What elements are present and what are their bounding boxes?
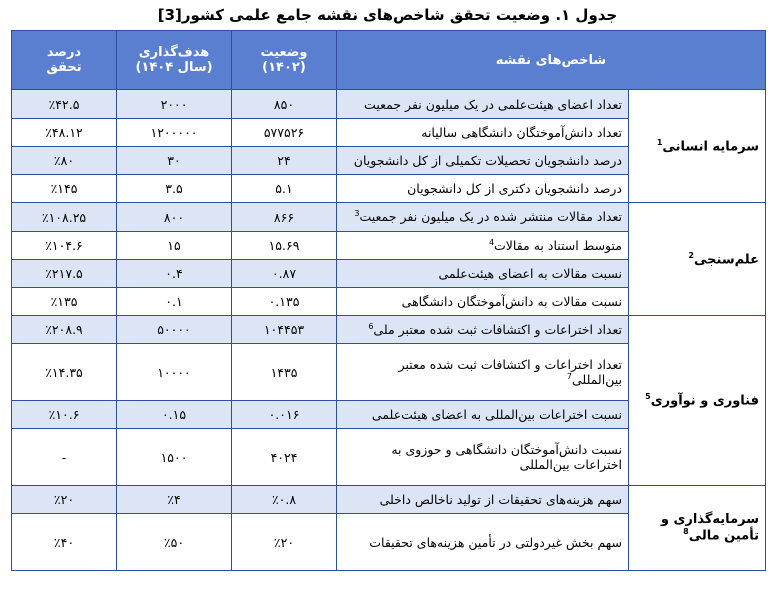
achievement-cell: ٪۸۰ — [12, 147, 117, 175]
category-cell — [629, 203, 766, 316]
indicator-cell — [337, 514, 629, 571]
achievement-cell: ٪۴۸.۱۲ — [12, 119, 117, 147]
table-row — [12, 90, 766, 119]
category-cell — [629, 316, 766, 486]
indicator-cell — [337, 119, 629, 147]
target-cell: ۱۵۰۰ — [117, 429, 232, 486]
achievement-cell: ٪۱۴.۳۵ — [12, 344, 117, 401]
indicator-text: تعداد اختراعات و اکتشافات ثبت شده معتبر ملی — [373, 322, 622, 338]
indicator-cell — [337, 147, 629, 175]
header-status — [232, 31, 337, 90]
table-row — [12, 316, 766, 344]
header-target — [117, 31, 232, 90]
category-name: سرمایه انسانی — [662, 139, 759, 155]
target-cell: ۸۰۰ — [117, 203, 232, 232]
indicator-text: تعداد اختراعات و اکتشافات ثبت شده معتبر بین‌المللی — [398, 356, 622, 388]
header-target-line1: هدف‌گذاری — [138, 45, 210, 60]
target-cell: ٪۴ — [117, 486, 232, 514]
footnote-marker: 4 — [488, 237, 495, 247]
footnote-marker: 6 — [368, 321, 374, 331]
indicator-cell — [337, 344, 629, 401]
target-cell: ۳۰ — [117, 147, 232, 175]
target-cell: ۲۰۰۰ — [117, 90, 232, 119]
indicator-text: نسبت مقالات به اعضای هیئت‌علمی — [438, 266, 622, 281]
indicator-text: درصد دانشجویان دکتری از کل دانشجویان — [407, 181, 622, 196]
footnote-marker: 7 — [566, 371, 573, 381]
indicator-text: تعداد مقالات منتشر شده در یک میلیون نفر جمعیت — [359, 209, 622, 225]
achievement-cell: - — [12, 429, 117, 486]
indicator-cell — [337, 90, 629, 119]
target-cell: ٪۵۰ — [117, 514, 232, 571]
category-name: سرمایه‌گذاری و تأمین مالی — [660, 512, 759, 544]
indicator-cell — [337, 288, 629, 316]
achievement-cell: ٪۲۱۷.۵ — [12, 260, 117, 288]
indicator-text: متوسط استناد به مقالات — [494, 238, 622, 254]
target-cell: ۳.۵ — [117, 175, 232, 203]
indicator-cell — [337, 316, 629, 344]
header-indicators: شاخص‌های نقشه — [337, 31, 766, 90]
footnote-marker: 8 — [683, 527, 689, 537]
target-cell: ۱۲۰۰۰۰۰ — [117, 119, 232, 147]
target-cell: ۵۰۰۰۰ — [117, 316, 232, 344]
header-achievement — [12, 31, 117, 90]
achievement-cell: ٪۱۳۵ — [12, 288, 117, 316]
status-cell: ۱۵.۶۹ — [232, 232, 337, 260]
target-cell: ۰.۱ — [117, 288, 232, 316]
status-cell: ۱۰۴۴۵۳ — [232, 316, 337, 344]
header-status-line2: (۱۴۰۲) — [262, 60, 306, 75]
header-achievement-line1: درصد — [46, 45, 82, 60]
indicator-cell — [337, 175, 629, 203]
status-cell: ۰.۰۱۶ — [232, 401, 337, 429]
header-achievement-line2: تحقق — [46, 60, 82, 75]
table-row — [12, 203, 766, 232]
status-cell: ٪۰.۸ — [232, 486, 337, 514]
status-cell: ۸۶۶ — [232, 203, 337, 232]
status-cell: ٪۲۰ — [232, 514, 337, 571]
table-caption: جدول ۱. وضعیت تحقق شاخص‌های نقشه جامع علمی کشور[3] — [157, 6, 618, 24]
footnote-marker: 2 — [688, 250, 694, 260]
indicator-text: درصد دانشجویان تحصیلات تکمیلی از کل دانشجویان — [353, 153, 622, 168]
table-body — [12, 90, 766, 571]
table-row — [12, 486, 766, 514]
status-cell: ۲۴ — [232, 147, 337, 175]
indicator-cell — [337, 232, 629, 260]
achievement-cell: ٪۱۴۵ — [12, 175, 117, 203]
indicator-text: نسبت مقالات به دانش‌آموختگان دانشگاهی — [401, 294, 622, 309]
target-cell: ۰.۱۵ — [117, 401, 232, 429]
indicator-text: نسبت اختراعات بین‌المللی به اعضای هیئت‌علمی — [371, 407, 622, 422]
footnote-marker: 3 — [354, 209, 360, 219]
indicator-text: تعداد دانش‌آموختگان دانشگاهی سالیانه — [421, 125, 622, 140]
achievement-cell: ٪۲۰۸.۹ — [12, 316, 117, 344]
status-cell: ۴۰۲۴ — [232, 429, 337, 486]
target-cell: ۱۵ — [117, 232, 232, 260]
indicator-cell — [337, 203, 629, 232]
indicator-text: سهم بخش غیردولتی در تأمین هزینه‌های تحقیقات — [369, 534, 622, 550]
achievement-cell: ٪۱۰۸.۲۵ — [12, 203, 117, 232]
indicator-cell — [337, 260, 629, 288]
category-cell — [629, 90, 766, 203]
achievement-cell: ٪۱۰.۶ — [12, 401, 117, 429]
indicator-cell — [337, 429, 629, 486]
category-name: فناوری و نوآوری — [650, 393, 759, 409]
status-cell: ۵۷۷۵۲۶ — [232, 119, 337, 147]
status-cell: ۰.۸۷ — [232, 260, 337, 288]
target-cell: ۰.۴ — [117, 260, 232, 288]
indicator-text: تعداد اعضای هیئت‌علمی در یک میلیون نفر جمعیت — [364, 96, 622, 112]
achievement-cell: ٪۱۰۴.۶ — [12, 232, 117, 260]
footnote-marker: 5 — [645, 392, 651, 402]
header-target-line2: (سال ۱۴۰۴) — [135, 60, 213, 75]
achievement-cell: ٪۴۰ — [12, 514, 117, 571]
status-cell: ۰.۱۳۵ — [232, 288, 337, 316]
footnote-marker: 1 — [656, 137, 663, 147]
target-cell: ۱۰۰۰۰ — [117, 344, 232, 401]
indicator-text: سهم هزینه‌های تحقیقات از تولید ناخالص داخلی — [379, 492, 622, 507]
achievement-cell: ٪۴۲.۵ — [12, 90, 117, 119]
indicator-cell — [337, 401, 629, 429]
status-cell: ۵.۱ — [232, 175, 337, 203]
indicators-table — [11, 30, 766, 571]
indicator-text: نسبت دانش‌آموختگان دانشگاهی و حوزوی به اختراعات بین‌المللی — [391, 442, 622, 472]
achievement-cell: ٪۲۰ — [12, 486, 117, 514]
category-cell — [629, 486, 766, 571]
header-status-line1: وضعیت — [260, 45, 308, 60]
indicator-cell — [337, 486, 629, 514]
category-name: علم‌سنجی — [694, 252, 759, 268]
status-cell: ۸۵۰ — [232, 90, 337, 119]
status-cell: ۱۴۳۵ — [232, 344, 337, 401]
